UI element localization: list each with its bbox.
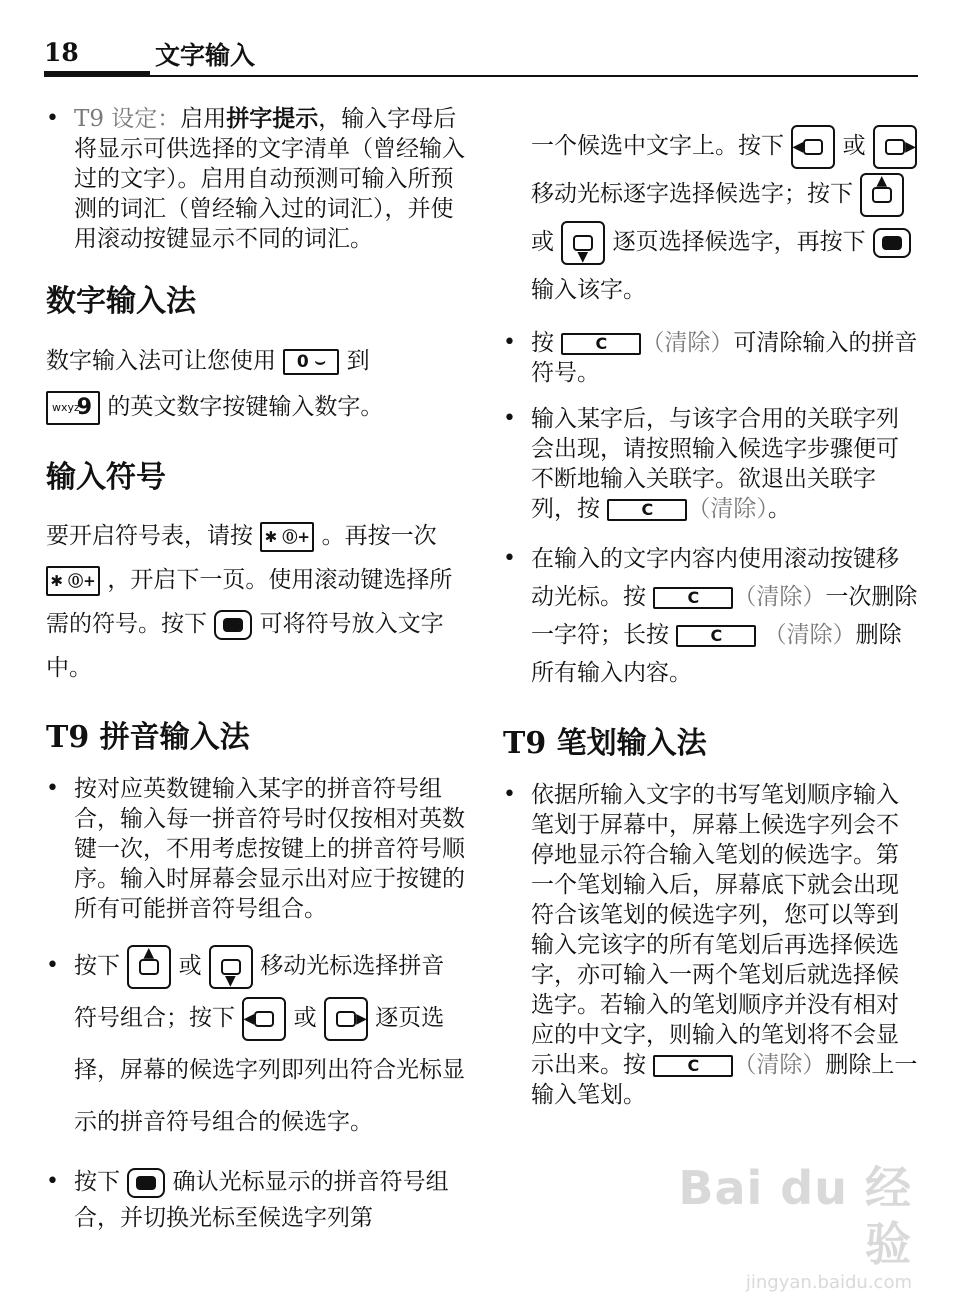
watermark-url: jingyan.baidu.com	[745, 1272, 912, 1293]
text: 数字输入法可让您使用	[46, 348, 276, 374]
nav-left-key-icon: ◀	[791, 125, 835, 169]
text: 或	[293, 1005, 317, 1031]
text: 在输入的文字内容内使用滚动按键移动光标。按	[531, 546, 899, 610]
text: 一次删除一字符；长按	[531, 584, 918, 648]
clear-label: （清除）	[763, 622, 856, 648]
chapter-title: 文字输入	[155, 41, 256, 70]
text: 要开启符号表，请按	[46, 523, 253, 549]
nine-key-icon	[46, 391, 100, 425]
text: 或	[178, 953, 202, 979]
clear-label: （清除）	[733, 1052, 826, 1078]
clear-bullet-1	[503, 328, 921, 388]
clear-key-icon: C	[653, 587, 733, 609]
heading-symbols: 输入符号	[46, 460, 166, 495]
numeric-paragraph	[46, 338, 466, 430]
clear-key-icon: C	[653, 1055, 733, 1077]
header-rule-thick	[44, 71, 150, 77]
nine-key-letters: wxyz	[52, 400, 80, 414]
header-rule-thin	[150, 75, 918, 77]
heading-t9: T9	[503, 726, 547, 761]
nav-right-key-icon: ▶	[873, 125, 917, 169]
nav-down-key-icon: ▼	[209, 945, 253, 989]
star-key-icon: ✱ ⓪+	[46, 566, 100, 596]
text: 到	[346, 348, 370, 374]
pinyin-bullet-3	[46, 1164, 466, 1236]
text: 。再按一次	[321, 523, 437, 549]
text: 逐页选择，屏幕的候选字列即列出符合光标显示的拼音符号组合的候选字。	[74, 1005, 465, 1135]
text: ，开启下一页。使用滚动键选择所需的符号。按下	[46, 567, 453, 637]
nine-key-digit: 9	[76, 394, 92, 420]
page-number: 18	[44, 38, 79, 67]
t9-setting-label: T9 设定：	[74, 106, 181, 132]
text: ，输入字母后将显示可供选择的文字清单（曾经输入过的文字）。启用自动预测可输入所预测的词汇（曾经输入过的词汇），并使用滚动按键显示不同的词汇。	[74, 106, 465, 252]
text: 确认光标显示的拼音符号组合，并切换光标至候选字列第	[74, 1169, 449, 1231]
text: 输入该字。	[531, 277, 646, 303]
text: 移动光标选择拼音符号组合；按下	[74, 953, 445, 1031]
pinyin-continuation	[503, 122, 921, 314]
star-key-icon: ✱ ⓪+	[260, 522, 314, 552]
text: 输入某字后，与该字合用的关联字列会出现，请按照输入候选字步骤便可不断地输入关联字。欲退出关联字列，按	[531, 406, 899, 522]
right-column	[503, 122, 921, 1126]
zero-key-icon: 0 ⌣	[283, 349, 339, 375]
stroke-bullet-1	[503, 780, 921, 1110]
symbols-paragraph	[46, 514, 466, 690]
nav-up-key-icon: ▲	[860, 173, 904, 217]
heading-stroke	[503, 718, 921, 762]
text: 。	[767, 496, 791, 522]
center-key-icon	[127, 1168, 165, 1198]
text: 依据所输入文字的书写笔划顺序输入笔划于屏幕中，屏幕上候选字列会不停地显示符合输入笔划的候选字。第一个笔划输入后，屏幕底下就会出现符合该笔划的候选字列，您可以等到输入完该字的所有笔划后再选择候选字，亦可输入一两个笔划后就选择候选字。若输入的笔划顺序并没有相对应的中文字，则输入的笔划将不会显示出来。按	[531, 782, 899, 1078]
text: 启用	[180, 106, 227, 132]
t9-setting-bullet	[46, 104, 466, 254]
text: 可清除输入的拼音符号。	[531, 330, 918, 386]
text: 删除上一输入笔划。	[531, 1052, 918, 1108]
heading-pinyin	[46, 712, 466, 756]
text: 或	[842, 133, 866, 159]
center-key-icon	[873, 228, 911, 258]
heading-t9: T9	[46, 720, 90, 755]
text: 按	[531, 330, 554, 356]
text: 的英文数字按键输入数字。	[107, 394, 384, 420]
nav-up-key-icon: ▲	[127, 945, 171, 989]
clear-label: （清除）	[641, 330, 734, 356]
text: 移动光标逐字选择候选字；按下	[531, 181, 853, 207]
clear-key-icon: C	[561, 333, 641, 355]
nav-right-key-icon: ▶	[324, 997, 368, 1041]
text: 或	[531, 229, 554, 255]
spell-hint-term: 拼字提示	[226, 106, 319, 132]
clear-label: （清除）	[733, 584, 826, 610]
clear-key-icon: C	[607, 499, 687, 521]
nav-left-key-icon: ◀	[242, 997, 286, 1041]
center-key-icon	[214, 610, 252, 640]
text: 一个候选中文字上。按下	[531, 133, 784, 159]
pinyin-bullet-1: • 按对应英数键输入某字的拼音符号组合，输入每一拼音符号时仅按相对英数键一次，不用考虑按键上的拼音符号顺序。输入时屏幕会显示出对应于按键的所有可能拼音符号组合。	[46, 774, 466, 924]
text: 逐页选择候选字，再按下	[612, 229, 866, 255]
clear-bullet-2	[503, 404, 921, 524]
clear-key-icon: C	[676, 625, 756, 647]
text: 按下	[74, 1169, 120, 1195]
watermark-logo: Bai du 经验	[678, 1161, 912, 1271]
text: 可将符号放入文字中。	[46, 611, 444, 681]
clear-label: （清除）	[687, 496, 768, 522]
page-header	[44, 30, 918, 80]
text: 按下	[74, 953, 120, 979]
nav-down-key-icon: ▼	[561, 221, 605, 265]
heading-numeric: 数字输入法	[46, 284, 196, 319]
pinyin-bullet-2	[46, 940, 466, 1148]
left-column	[46, 104, 466, 1252]
clear-bullet-3	[503, 540, 921, 692]
heading-text: 笔划输入法	[546, 726, 707, 761]
text: 删除所有输入内容。	[531, 622, 902, 686]
watermark	[662, 1160, 912, 1293]
heading-text: 拼音输入法	[89, 720, 250, 755]
